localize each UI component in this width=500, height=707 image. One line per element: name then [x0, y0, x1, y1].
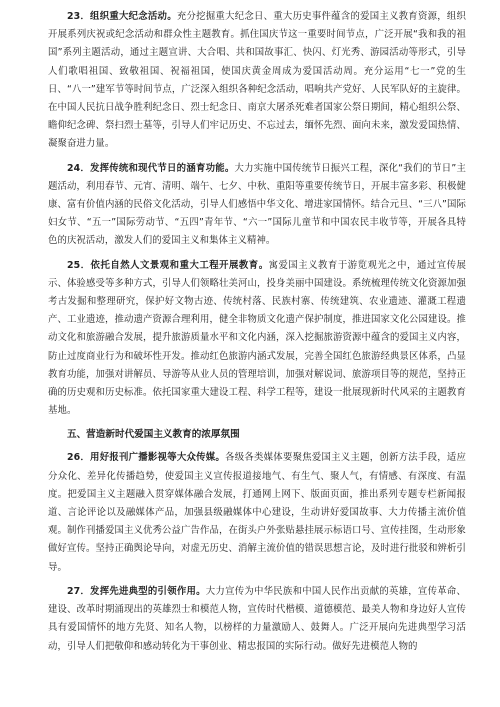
paragraph-23-body: 充分挖掘重大纪念日、重大历史事件蕴含的爱国主义教育资源，组织开展系列庆祝或纪念活动和群众性主题教育。抓住国庆节这一重要时间节点，广泛开展“我和我的祖国”系列主题活动，通过主题宣讲、大合唱、共和国故事汇、快闪、灯光秀、游园活动等形式，引导人们歌唱祖国、致敬祖国、祝福祖国，使国庆黄金周成为爱国活动周。充分运用“七一”党的生日、“八一”建军节等时间节点，广泛深入组织各种纪念活动，唱响共产党好、人民军队好的主旋律。在中国人民抗日战争胜利纪念日、烈士纪念日、南京大屠杀死难者国家公祭日期间，精心组织公祭、瞻仰纪念碑、祭扫烈士墓等，引导人们牢记历史、不忘过去，缅怀先烈、面向未来，激发爱国热情、凝聚奋进力量。	[48, 11, 466, 150]
paragraph-27-lead: 27．发挥先进典型的引领作用。	[67, 585, 206, 597]
paragraph-26	[48, 449, 466, 576]
paragraph-25-lead: 25．依托自然人文景观和重大工程开展教育。	[67, 259, 269, 271]
paragraph-24-body: 大力实施中国传统节日振兴工程，深化“我们的节日”主题活动，利用春节、元宵、清明、端午、七夕、中秋、重阳等重要传统节日，开展丰富多彩、积极健康、富有价值内涵的民俗文化活动，引导人们感悟中华文化、增进家国情怀。结合元旦、“三八”国际妇女节、“五一”国际劳动节、“五四”青年节、“六一”国际儿童节和中国农民丰收节等，开展各具特色的庆祝活动，激发人们的爱国主义和集体主义精神。	[48, 162, 466, 247]
paragraph-26-lead: 26．用好报刊广播影视等大众传媒。	[67, 452, 226, 464]
paragraph-25	[48, 257, 466, 421]
paragraph-25-body: 寓爱国主义教育于游览观光之中，通过宣传展示、体验感受等多种方式，引导人们领略壮美河山，投身美丽中国建设。系统梳理传统文化资源加强考古发掘和整理研究，保护好文物古迹、传统村落、民族村寨、传统建筑、农业遗迹、灌溉工程遗产、工业遗迹，推动遗产资源合理利用，健全非物质文化遗产保护制度，推进国家文化公园建设。推动文化和旅游融合发展，提升旅游质量水平和文化内涵，深入挖掘旅游资源中蕴含的爱国主义内容，防止过度商业行为和破坏性开发。推动红色旅游内涵式发展，完善全国红色旅游经典景区体系，凸显教育功能，加强对讲解员、导游等从业人员的管理培训，加强对解说词、旅游项目等的规范，坚持正确的历史观和历史标准。依托国家重大建设工程、科学工程等，建设一批展现新时代风采的主题教育基地。	[48, 259, 466, 417]
paragraph-27-body: 大力宣传为中华民族和中国人民作出贡献的英雄，宣传革命、建设、改革时期涌现出的英雄烈士和模范人物，宣传时代楷模、道德模范、最美人物和身边好人宣传具有爱国情怀的地方先贤、知名人物，以榜样的力量激励人、鼓舞人。广泛开展向先进典型学习活动，引导人们把敬仰和感动转化为干事创业、精忠报国的实际行动。做好先进模范人物的	[48, 585, 466, 652]
paragraph-24	[48, 160, 466, 251]
section-heading: 五、营造新时代爱国主义教育的浓厚氛围	[67, 429, 240, 441]
paragraph-26-body: 各级各类媒体要聚焦爱国主义主题，创新方法手段，适应分众化、差异化传播趋势，使爱国主义宣传报道接地气、有生气、聚人气，有情感、有深度、有温度。把爱国主义主题融入贯穿媒体融合发展，打通网上网下、版面页面，推出系列专题专栏新闻报道、言论评论以及融媒体产品，加强县级融媒体中心建设，生动讲好爱国故事、大力传播主流价值观。制作刊播爱国主义优秀公益广告作品，在街头户外张贴悬挂展示标语口号、宣传挂图，生动形象做好宣传。坚持正确舆论导向，对虚无历史、消解主流价值的错误思想言论，及时进行批驳和辨析引导。	[48, 452, 466, 573]
paragraph-27	[48, 583, 466, 656]
paragraph-23-lead: 23．组织重大纪念活动。	[67, 11, 177, 22]
paragraph-23	[48, 8, 466, 154]
paragraph-24-lead: 24．发挥传统和现代节日的涵育功能。	[67, 162, 235, 174]
